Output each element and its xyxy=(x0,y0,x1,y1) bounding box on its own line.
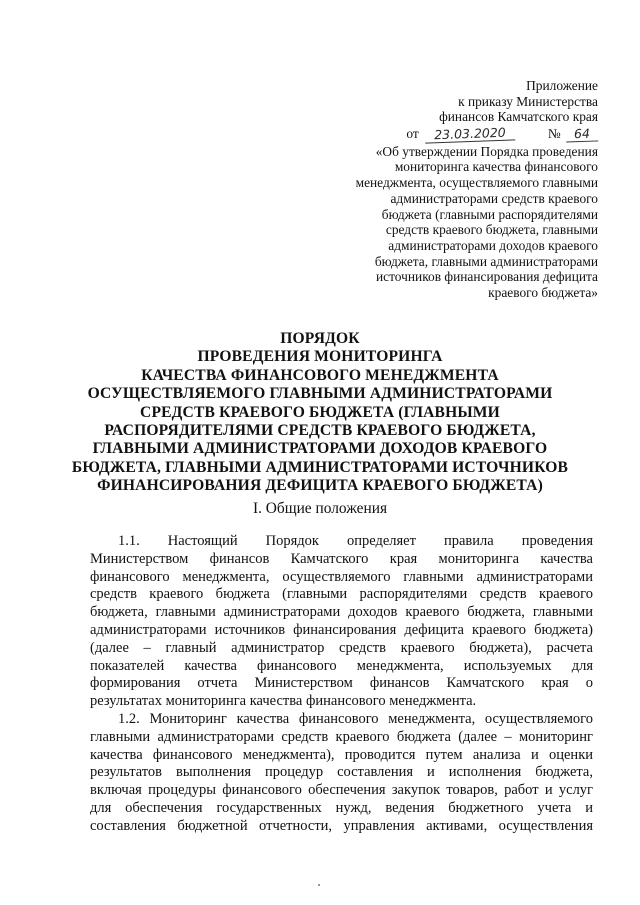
paragraph-2-line: главными администраторами средств краевого бюджета (далее – мониторинг xyxy=(90,728,593,745)
order-subject-line: администраторами средств краевого xyxy=(390,190,598,206)
appendix-block xyxy=(298,78,598,301)
appendix-line: финансов Камчатского края xyxy=(439,109,598,125)
document-title xyxy=(60,330,580,496)
order-subject xyxy=(298,144,598,301)
order-reference xyxy=(298,126,598,143)
paragraph-1-line: (далее – главный администратор средств краевого бюджета), расчета xyxy=(90,639,593,656)
title-line: ФИНАНСИРОВАНИЯ ДЕФИЦИТА КРАЕВОГО БЮДЖЕТА) xyxy=(97,477,543,495)
title-line: СРЕДСТВ КРАЕВОГО БЮДЖЕТА (ГЛАВНЫМИ xyxy=(140,403,500,421)
paragraph-1-line: финансового менеджмента, осуществляемого главными администраторами xyxy=(90,568,593,585)
title-line: ПОРЯДОК xyxy=(280,330,360,347)
paragraph-1-line: средств краевого бюджета (главными распорядителями средств краевого xyxy=(90,586,593,603)
title-line: ПРОВЕДЕНИЯ МОНИТОРИНГА xyxy=(197,348,443,366)
order-prefix: от xyxy=(406,125,419,141)
section-heading: I. Общие положения xyxy=(252,500,388,517)
title-line: БЮДЖЕТА, ГЛАВНЫМИ АДМИНИСТРАТОРАМИ ИСТОЧНИКОВ xyxy=(71,458,569,476)
title-line: ГЛАВНЫМИ АДМИНИСТРАТОРАМИ ДОХОДОВ КРАЕВОГО xyxy=(92,440,548,458)
paragraph-1-line: показателей качества финансового менеджмента, используемых для xyxy=(90,657,593,674)
paragraph-2-line: качества финансового менеджмента), проводится путем анализа и оценки xyxy=(90,746,593,763)
order-subject-line: краевого бюджета» xyxy=(488,285,598,301)
order-subject-line: «Об утверждении Порядка проведения xyxy=(375,143,598,159)
order-date-handwritten: 23.03.2020 xyxy=(425,125,515,143)
paragraph-1-line: Министерством финансов Камчатского края мониторинга качества xyxy=(90,550,593,567)
order-subject-line: менеджмента, осуществляемого главными xyxy=(355,175,598,191)
paragraph-1-line: администраторами источников финансирования дефицита краевого бюджета) xyxy=(90,621,593,638)
appendix-line: Приложение xyxy=(526,78,598,93)
order-number-handwritten: 64 xyxy=(566,126,599,142)
order-subject-line: мониторинга качества финансового xyxy=(394,159,598,175)
paragraph-2-line: включая процедуры финансового обеспечения закупок товаров, работ и услуг xyxy=(90,782,593,799)
order-subject-line: бюджета (главными распорядителями xyxy=(381,206,598,222)
order-subject-line: бюджета, главными администраторами xyxy=(374,253,598,269)
paragraph-1-line: результатах мониторинга качества финансового менеджмента. xyxy=(90,693,477,710)
order-subject-line: средств краевого бюджета, главными xyxy=(385,222,598,238)
paragraph-2-line: результатов выполнения процедур составления и исполнения бюджета, xyxy=(90,764,593,781)
order-subject-line: источников финансирования дефицита xyxy=(376,269,598,285)
order-number-label: № xyxy=(547,125,561,141)
scan-speck xyxy=(318,884,320,886)
document-body xyxy=(90,533,593,836)
paragraph-1-line: формирования отчета Министерством финансов Камчатского края о xyxy=(90,675,593,692)
paragraph-2-line: для обеспечения государственных нужд, ведения бюджетного учета и xyxy=(90,799,593,816)
title-line: ОСУЩЕСТВЛЯЕМОГО ГЛАВНЫМИ АДМИНИСТРАТОРАМИ xyxy=(87,385,553,403)
paragraph-1-line: 1.1. Настоящий Порядок определяет правила проведения xyxy=(118,533,593,549)
paragraph-1-line: бюджета, главными администраторами доходов краевого бюджета, главными xyxy=(90,604,593,621)
paragraph-2-line: 1.2. Мониторинг качества финансового менеджмента, осуществляемого xyxy=(118,710,593,727)
title-line: РАСПОРЯДИТЕЛЯМИ СРЕДСТВ КРАЕВОГО БЮДЖЕТА, xyxy=(104,422,536,440)
appendix-line: к приказу Министерства xyxy=(458,93,598,109)
paragraph-2-line: составления бюджетной отчетности, управления активами, осуществления xyxy=(90,817,593,834)
title-line: КАЧЕСТВА ФИНАНСОВОГО МЕНЕДЖМЕНТА xyxy=(141,366,499,384)
order-subject-line: администраторами доходов краевого xyxy=(388,238,598,253)
